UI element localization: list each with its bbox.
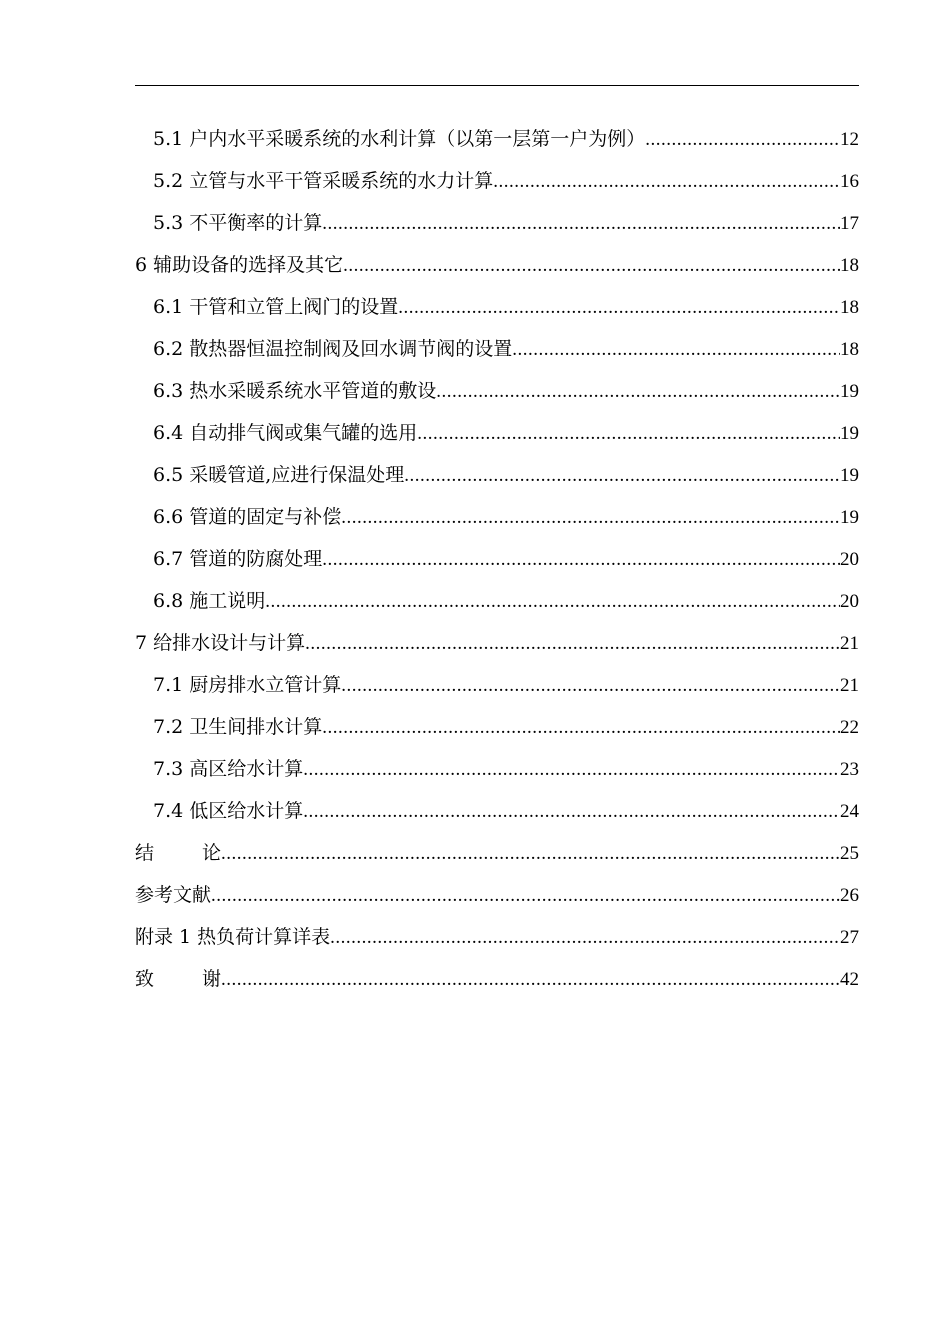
- toc-dot-leader: [493, 161, 840, 203]
- toc-entry-conclusion[interactable]: [135, 832, 859, 874]
- toc-dot-leader: [341, 665, 840, 707]
- toc-entry-title: 6.7 管道的防腐处理: [153, 548, 323, 570]
- toc-page-number: 17: [840, 213, 859, 234]
- toc-dot-leader: [645, 119, 840, 161]
- toc-page-number: 22: [840, 717, 859, 738]
- toc-entry-title: 6.8 施工说明: [153, 590, 266, 612]
- toc-entry-acknowledgements[interactable]: [135, 958, 859, 1000]
- header-rule: [135, 85, 859, 86]
- toc-entry-title: 7 给排水设计与计算: [135, 632, 306, 654]
- toc-entry-references[interactable]: [135, 874, 859, 916]
- toc-entry-title: 7.2 卫生间排水计算: [153, 716, 323, 738]
- toc-title-char: 谢: [202, 968, 222, 990]
- toc-entry-title: 6.1 干管和立管上阀门的设置: [153, 296, 399, 318]
- toc-page-number: 16: [840, 171, 859, 192]
- toc-entry-title: 6.3 热水采暖系统水平管道的敷设: [153, 380, 437, 402]
- toc-dot-leader: [404, 455, 840, 497]
- toc-page-number: 24: [840, 801, 859, 822]
- toc-page-number: 19: [840, 381, 859, 402]
- toc-entry-title: 7.4 低区给水计算: [153, 800, 304, 822]
- toc-entry-title: 6.4 自动排气阀或集气罐的选用: [153, 422, 418, 444]
- toc-page-number: 21: [840, 675, 859, 696]
- toc-page-number: 18: [840, 255, 859, 276]
- toc-entry-title: 6.6 管道的固定与补偿: [153, 506, 342, 528]
- toc-dot-leader: [330, 917, 840, 959]
- toc-dot-leader: [265, 581, 840, 623]
- toc-page-number: 19: [840, 507, 859, 528]
- toc-entry-6-7[interactable]: [135, 538, 859, 580]
- toc-page-number: 18: [840, 339, 859, 360]
- toc-entry-6-3[interactable]: [135, 370, 859, 412]
- toc-page-number: 20: [840, 591, 859, 612]
- toc-dot-leader: [322, 539, 840, 581]
- toc-dot-leader: [303, 749, 840, 791]
- toc-dot-leader: [512, 329, 840, 371]
- toc-entry-5-1[interactable]: [135, 118, 859, 160]
- toc-title-char: 致: [135, 968, 155, 990]
- toc-page-number: 26: [840, 885, 859, 906]
- toc-entry-title: 参考文献: [135, 884, 212, 906]
- toc-dot-leader: [305, 623, 840, 665]
- toc-entry-6-4[interactable]: [135, 412, 859, 454]
- toc-page-number: 18: [840, 297, 859, 318]
- toc-page-number: 23: [840, 759, 859, 780]
- toc-entry-7-3[interactable]: [135, 748, 859, 790]
- toc-page-number: 27: [840, 927, 859, 948]
- toc-dot-leader: [322, 203, 840, 245]
- toc-title-char: 结: [135, 842, 155, 864]
- toc-entry-6-1[interactable]: [135, 286, 859, 328]
- toc-dot-leader: [341, 497, 840, 539]
- toc-page-number: 19: [840, 423, 859, 444]
- toc-page-number: 21: [840, 633, 859, 654]
- toc-dot-leader: [221, 833, 840, 875]
- toc-page-number: 19: [840, 465, 859, 486]
- toc-entry-6[interactable]: [135, 244, 859, 286]
- toc-dot-leader: [211, 875, 840, 917]
- toc-page-number: 25: [840, 843, 859, 864]
- toc-entry-7-2[interactable]: [135, 706, 859, 748]
- toc-entry-6-5[interactable]: [135, 454, 859, 496]
- toc-page-number: 42: [840, 969, 859, 990]
- toc-page-number: 20: [840, 549, 859, 570]
- toc-entry-7[interactable]: [135, 622, 859, 664]
- toc-dot-leader: [221, 959, 840, 1001]
- toc-entry-7-4[interactable]: [135, 790, 859, 832]
- toc-dot-leader: [417, 413, 840, 455]
- toc-dot-leader: [322, 707, 840, 749]
- toc-entry-appendix-1[interactable]: [135, 916, 859, 958]
- toc-entry-title: 6.5 采暖管道,应进行保温处理: [153, 464, 405, 486]
- toc-title-char: 论: [202, 842, 222, 864]
- toc-entry-title: 5.3 不平衡率的计算: [153, 212, 323, 234]
- toc-entry-6-6[interactable]: [135, 496, 859, 538]
- toc-entry-title: [135, 832, 221, 874]
- toc-dot-leader: [343, 245, 840, 287]
- toc-entry-title: [135, 958, 221, 1000]
- toc-dot-leader: [303, 791, 840, 833]
- toc-entry-title: 5.2 立管与水平干管采暖系统的水力计算: [153, 170, 494, 192]
- toc-dot-leader: [398, 287, 840, 329]
- toc-page-number: 12: [840, 129, 859, 150]
- toc-entry-title: 5.1 户内水平采暖系统的水利计算（以第一层第一户为例）: [153, 128, 646, 150]
- toc-entry-5-3[interactable]: [135, 202, 859, 244]
- toc-entry-6-8[interactable]: [135, 580, 859, 622]
- toc-dot-leader: [436, 371, 840, 413]
- table-of-contents: [135, 118, 859, 1000]
- toc-entry-5-2[interactable]: [135, 160, 859, 202]
- toc-entry-title: 7.1 厨房排水立管计算: [153, 674, 342, 696]
- toc-entry-title: 7.3 高区给水计算: [153, 758, 304, 780]
- toc-entry-title: 6.2 散热器恒温控制阀及回水调节阀的设置: [153, 338, 513, 360]
- toc-entry-title: 6 辅助设备的选择及其它: [135, 254, 344, 276]
- toc-entry-title: 附录 1 热负荷计算详表: [135, 926, 331, 948]
- toc-entry-6-2[interactable]: [135, 328, 859, 370]
- toc-entry-7-1[interactable]: [135, 664, 859, 706]
